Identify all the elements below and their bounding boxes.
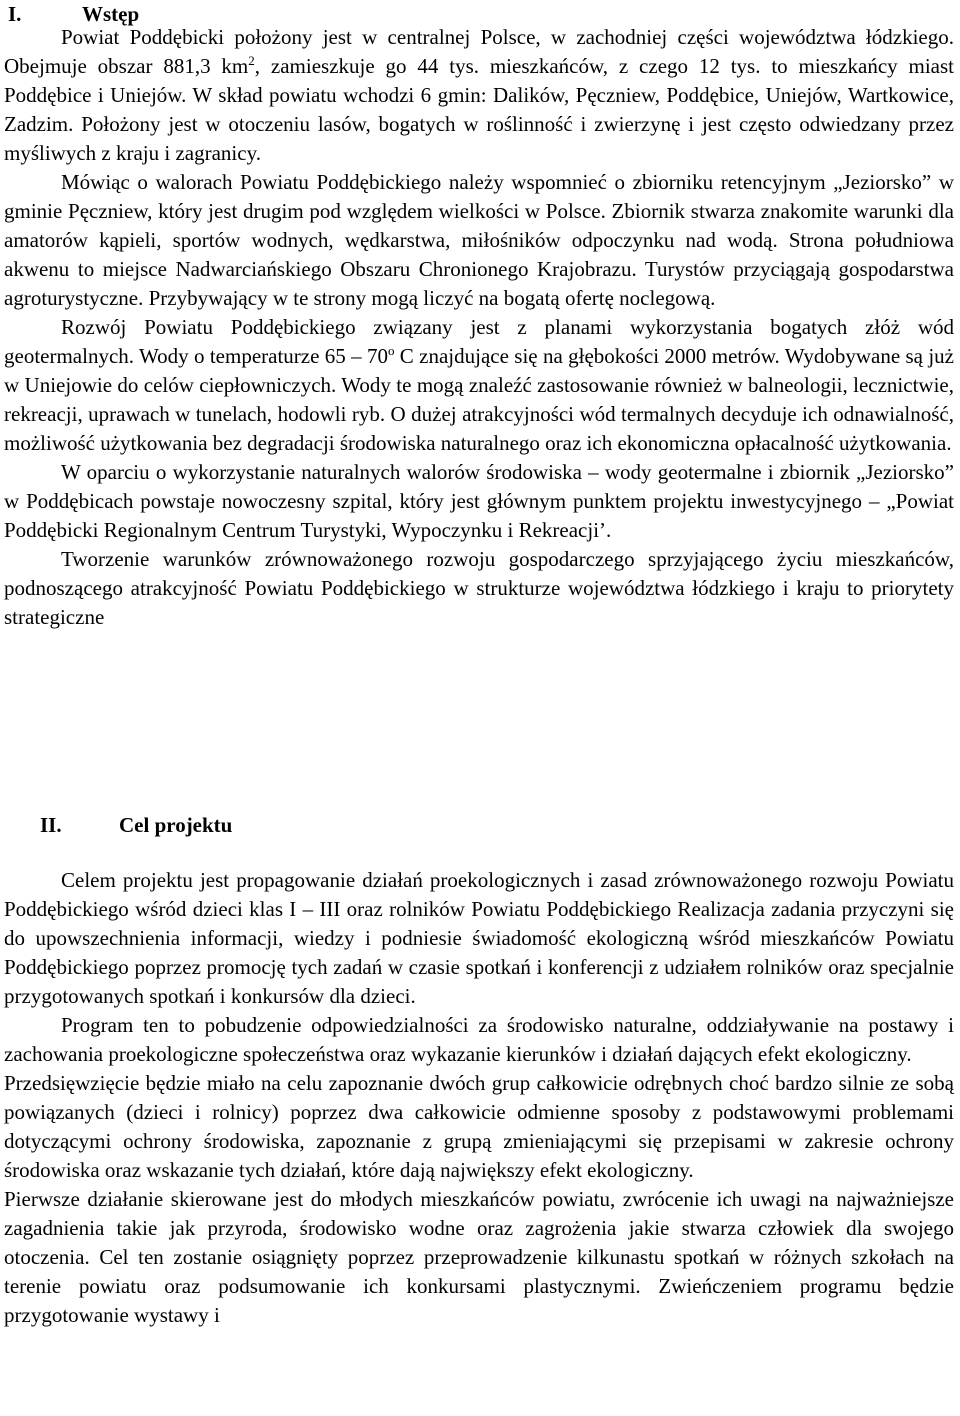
paragraph-text: Mówiąc o walorach Powiatu Poddębickiego należy wspomnieć o zbiorniku retencyjnym „Jeziorsko” w gminie Pęczniew, który jest drugim pod względem wielkości w Polsce. Zbiornik stwarza znakomite warunki dla amatorów kąpieli, sportów wodnych, wędkarstwa, miłośników odpoczynku nad wodą. Strona południowa akwenu to miejsce Nadwarciańskiego Obszaru Chronionego Krajobrazu. Turystów przyciągają gospodarstwa agroturystyczne. Przybywający w te strony mogą liczyć na bogatą ofertę noclegową. [4, 170, 954, 310]
paragraph [4, 458, 954, 545]
paragraph-text: Program ten to pobudzenie odpowiedzialności za środowisko naturalne, oddziaływanie na postawy i zachowania proekologiczne społeczeństwa oraz wykazanie kierunków i działań dających efekt ekologiczny. [4, 1013, 954, 1066]
paragraph-text: C znajdujące się na głębokości 2000 metrów. Wydobywane są już w Uniejowie do celów ciepłowniczych. Wody te mogą znaleźć zastosowanie również w balneologii, lecznictwie, rekreacji, uprawach w tunelach, hodowli ryb. O dużej atrakcyjności wód termalnych decyduje ich odnawialność, możliwość użytkowania bez degradacji środowiska naturalnego oraz ich ekonomiczna opłacalność użytkowania. [4, 344, 954, 455]
paragraph-text: Rozwój Powiatu Poddębickiego związany jest z planami wykorzystania bogatych złóż wód geotermalnych. Wody o temperaturze 65 – 70 [4, 315, 954, 368]
section-title: Cel projektu [119, 813, 233, 837]
section-number: I. [8, 2, 22, 26]
paragraph-text: W oparciu o wykorzystanie naturalnych walorów środowiska – wody geotermalne i zbiornik „Jeziorsko” w Poddębicach powstaje nowoczesny szpital, który jest głównym punktem projektu inwestycyjnego – „Powiat Poddębicki Regionalnym Centrum Turystyki, Wypoczynku i Rekreacji’. [4, 460, 954, 542]
paragraph [4, 313, 954, 458]
superscript: 2 [248, 53, 255, 68]
paragraph-text: Przedsięwzięcie będzie miało na celu zapoznanie dwóch grup całkowicie odrębnych choć bardzo silnie ze sobą powiązanych (dzieci i rolnicy) poprzez dwa całkowicie odmienne sposoby z podstawowymi problemami dotyczącymi ochrony środowiska, zapoznanie z grupą zmieniającymi się przepisami w zakresie ochrony środowiska oraz wskazanie tych działań, które dają największy efekt ekologiczny. [4, 1071, 954, 1182]
section-title: Wstęp [82, 2, 140, 26]
paragraph [4, 1011, 954, 1069]
paragraph-text: Pierwsze działanie skierowane jest do młodych mieszkańców powiatu, zwrócenie ich uwagi na najważniejsze zagadnienia takie jak przyroda, środowisko wodne oraz zagrożenia jakie stwarza człowiek dla swojego otoczenia. Cel ten zostanie osiągnięty poprzez przeprowadzenie kilkunastu spotkań w różnych szkołach na terenie powiatu oraz podsumowanie ich konkursami plastycznymi. Zwieńczeniem programu będzie przygotowanie wystawy i [4, 1187, 954, 1327]
paragraph-text: Tworzenie warunków zrównoważonego rozwoju gospodarczego sprzyjającego życiu mieszkańców, podnoszącego atrakcyjność Powiatu Poddębickiego w strukturze województwa łódzkiego i kraju to priorytety strategiczne [4, 547, 954, 629]
paragraph-text: Celem projektu jest propagowanie działań proekologicznych i zasad zrównoważonego rozwoju Powiatu Poddębickiego wśród dzieci klas I – III oraz rolników Powiatu Poddębickiego Realizacja zadania przyczyni się do upowszechnienia informacji, wiedzy i podniesie świadomość ekologiczną wśród mieszkańców Powiatu Poddębickiego poprzez promocję tych zadań w czasie spotkań i konferencji z udziałem rolników oraz specjalnie przygotowanych spotkań i konkursów dla dzieci. [4, 868, 954, 1008]
paragraph-text: , zamieszkuje go 44 tys. mieszkańców, z czego 12 tys. to mieszkańcy miast Poddębice i Uniejów. W skład powiatu wchodzi 6 gmin: Dalików, Pęczniew, Poddębice, Uniejów, Wartkowice, Zadzim. Położony jest w otoczeniu lasów, bogatych w roślinność i zwierzynę i jest często odwiedzany przez myśliwych z kraju i zagranicy. [4, 54, 955, 165]
paragraph [4, 866, 954, 1011]
section-body-introduction [4, 23, 954, 632]
section-heading-project-goal [40, 811, 232, 839]
superscript: o [387, 343, 395, 358]
paragraph-text: Powiat Poddębicki położony jest w centralnej Polsce, w zachodniej części województwa łódzkiego. Obejmuje obszar 881,3 km [4, 25, 954, 78]
paragraph [4, 545, 954, 632]
paragraph [4, 1069, 954, 1185]
section-body-project-goal [4, 866, 954, 1330]
paragraph [4, 23, 954, 168]
paragraph [4, 168, 954, 313]
paragraph [4, 1185, 954, 1330]
section-number: II. [40, 813, 62, 837]
